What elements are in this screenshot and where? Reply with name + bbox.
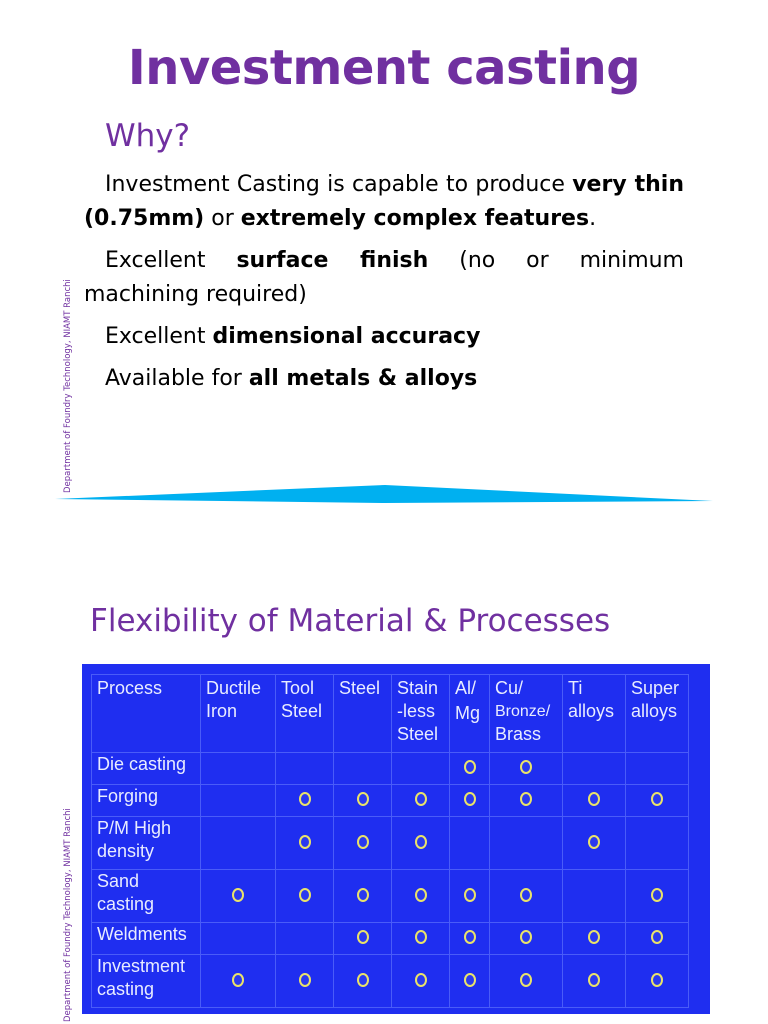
compatibility-cell xyxy=(392,955,450,1008)
compatibility-cell xyxy=(334,955,392,1008)
compatible-marker-icon xyxy=(299,792,311,806)
compatibility-cell xyxy=(334,753,392,785)
compatibility-cell xyxy=(334,817,392,870)
compatibility-cell xyxy=(334,785,392,817)
column-header xyxy=(92,675,201,753)
process-cell xyxy=(92,785,201,817)
benefit-emphasis: surface finish xyxy=(236,248,429,273)
compatible-marker-icon xyxy=(357,973,369,987)
compatible-marker-icon xyxy=(464,930,476,944)
compatibility-cell xyxy=(563,785,626,817)
benefit-point xyxy=(84,362,684,396)
compatibility-cell xyxy=(201,870,276,923)
column-header-line: Mg xyxy=(455,703,481,723)
column-header-line: alloys xyxy=(568,701,615,721)
column-header-line: Tool xyxy=(281,678,315,698)
compatibility-cell xyxy=(490,955,563,1008)
compatibility-cell xyxy=(563,955,626,1008)
compatibility-cell xyxy=(563,753,626,785)
compatibility-cell xyxy=(450,785,490,817)
compatibility-cell xyxy=(276,785,334,817)
compatible-marker-icon xyxy=(357,792,369,806)
benefit-list xyxy=(84,168,684,404)
benefit-text: or xyxy=(204,206,241,231)
benefit-point xyxy=(84,244,684,312)
compatibility-cell xyxy=(563,870,626,923)
benefit-text: Available for xyxy=(105,366,249,391)
compatible-marker-icon xyxy=(357,888,369,902)
process-label: casting xyxy=(97,894,155,914)
compatible-marker-icon xyxy=(464,760,476,774)
compatibility-cell xyxy=(334,870,392,923)
compatible-marker-icon xyxy=(299,973,311,987)
compatible-marker-icon xyxy=(588,930,600,944)
compatible-marker-icon xyxy=(299,835,311,849)
compatible-marker-icon xyxy=(651,888,663,902)
process-label: Die casting xyxy=(97,754,187,774)
benefit-point xyxy=(84,320,684,354)
compatibility-cell xyxy=(276,753,334,785)
compatibility-cell xyxy=(450,817,490,870)
compatible-marker-icon xyxy=(464,792,476,806)
benefit-text: Investment Casting is capable to produce xyxy=(105,172,573,197)
process-label: Investment xyxy=(97,956,186,976)
compatibility-cell xyxy=(201,817,276,870)
benefit-text: . xyxy=(589,206,597,231)
column-header xyxy=(450,675,490,753)
process-label: Sand xyxy=(97,871,140,891)
column-header-line: Stain xyxy=(397,678,439,698)
process-material-table xyxy=(82,664,710,1014)
compatibility-cell xyxy=(392,923,450,955)
column-header xyxy=(201,675,276,753)
compatibility-cell xyxy=(276,870,334,923)
compatible-marker-icon xyxy=(520,888,532,902)
compatible-marker-icon xyxy=(588,792,600,806)
column-header-line: Cu/ xyxy=(495,678,524,698)
process-label: Forging xyxy=(97,786,159,806)
column-header-line: Super xyxy=(631,678,680,698)
compatibility-cell xyxy=(490,753,563,785)
compatibility-cell xyxy=(626,785,689,817)
compatibility-cell xyxy=(490,785,563,817)
compatible-marker-icon xyxy=(415,792,427,806)
compatibility-cell xyxy=(276,955,334,1008)
compatible-marker-icon xyxy=(464,973,476,987)
column-header-line: Ductile xyxy=(206,678,262,698)
slide-title: Investment casting xyxy=(127,40,641,96)
process-label: casting xyxy=(97,979,155,999)
materials-heading: Flexibility of Material & Processes xyxy=(90,603,611,639)
compatibility-cell xyxy=(201,955,276,1008)
column-header-line: Ti xyxy=(568,678,583,698)
table-row xyxy=(92,870,689,923)
compatible-marker-icon xyxy=(299,888,311,902)
column-header-line: Process xyxy=(97,678,163,698)
why-heading: Why? xyxy=(105,118,191,154)
compatible-marker-icon xyxy=(464,888,476,902)
column-header xyxy=(563,675,626,753)
process-label: P/M High xyxy=(97,818,172,838)
compatible-marker-icon xyxy=(232,888,244,902)
table-row xyxy=(92,753,689,785)
compatible-marker-icon xyxy=(651,973,663,987)
compatibility-cell xyxy=(276,817,334,870)
benefit-text: Excellent xyxy=(105,324,213,349)
table-row xyxy=(92,817,689,870)
column-header-line: Bronze/ xyxy=(495,703,551,720)
column-header-line: Al/ xyxy=(455,678,477,698)
decorative-ribbon xyxy=(55,480,715,506)
column-header-line: Iron xyxy=(206,701,238,721)
column-header-line: Steel xyxy=(281,701,323,721)
compatible-marker-icon xyxy=(415,888,427,902)
benefit-text: Excellent xyxy=(105,248,237,273)
compatibility-cell xyxy=(626,753,689,785)
compatibility-cell xyxy=(201,923,276,955)
benefit-emphasis: extremely complex features xyxy=(240,206,590,231)
benefit-emphasis: all metals & alloys xyxy=(248,366,478,391)
table-row xyxy=(92,955,689,1008)
compatibility-cell xyxy=(450,753,490,785)
process-cell xyxy=(92,923,201,955)
compatibility-cell xyxy=(201,753,276,785)
process-cell xyxy=(92,955,201,1008)
compatibility-cell xyxy=(490,817,563,870)
table-row xyxy=(92,785,689,817)
compatible-marker-icon xyxy=(357,835,369,849)
compatible-marker-icon xyxy=(520,930,532,944)
compatible-marker-icon xyxy=(520,760,532,774)
column-header xyxy=(392,675,450,753)
column-header-line: alloys xyxy=(631,701,678,721)
process-cell xyxy=(92,753,201,785)
process-material-grid xyxy=(91,674,689,1008)
compatible-marker-icon xyxy=(588,973,600,987)
compatible-marker-icon xyxy=(520,792,532,806)
compatibility-cell xyxy=(276,923,334,955)
process-label: density xyxy=(97,841,155,861)
compatibility-cell xyxy=(626,955,689,1008)
compatibility-cell xyxy=(626,870,689,923)
column-header xyxy=(490,675,563,753)
table-header-row xyxy=(92,675,689,753)
compatibility-cell xyxy=(490,870,563,923)
compatibility-cell xyxy=(450,870,490,923)
compatibility-cell xyxy=(392,817,450,870)
compatible-marker-icon xyxy=(651,930,663,944)
column-header-line: Brass xyxy=(495,724,542,744)
compatibility-cell xyxy=(563,923,626,955)
compatible-marker-icon xyxy=(357,930,369,944)
process-label: Weldments xyxy=(97,924,187,944)
column-header-line: Steel xyxy=(397,724,439,744)
compatibility-cell xyxy=(392,785,450,817)
benefit-point xyxy=(84,168,684,236)
process-cell xyxy=(92,817,201,870)
compatible-marker-icon xyxy=(588,835,600,849)
benefit-emphasis: very thin (0.75mm) xyxy=(84,172,685,231)
compatible-marker-icon xyxy=(415,930,427,944)
compatibility-cell xyxy=(563,817,626,870)
compatibility-cell xyxy=(490,923,563,955)
compatibility-cell xyxy=(450,955,490,1008)
compatibility-cell xyxy=(450,923,490,955)
compatible-marker-icon xyxy=(651,792,663,806)
column-header xyxy=(276,675,334,753)
compatibility-cell xyxy=(392,870,450,923)
column-header-line: Steel xyxy=(339,678,381,698)
benefit-text: (no or minimum machining required) xyxy=(84,248,684,307)
column-header xyxy=(626,675,689,753)
department-side-label-2: Department of Foundry Technology, NIAMT Ranchi xyxy=(63,808,73,1022)
compatibility-cell xyxy=(392,753,450,785)
compatibility-cell xyxy=(334,923,392,955)
benefit-emphasis: dimensional accuracy xyxy=(212,324,481,349)
department-side-label: Department of Foundry Technology, NIAMT Ranchi xyxy=(63,279,73,493)
column-header-line: -less xyxy=(397,701,436,721)
table-row xyxy=(92,923,689,955)
compatible-marker-icon xyxy=(415,973,427,987)
compatible-marker-icon xyxy=(520,973,532,987)
compatible-marker-icon xyxy=(232,973,244,987)
column-header xyxy=(334,675,392,753)
compatibility-cell xyxy=(626,923,689,955)
compatibility-cell xyxy=(626,817,689,870)
compatible-marker-icon xyxy=(415,835,427,849)
compatibility-cell xyxy=(201,785,276,817)
process-cell xyxy=(92,870,201,923)
